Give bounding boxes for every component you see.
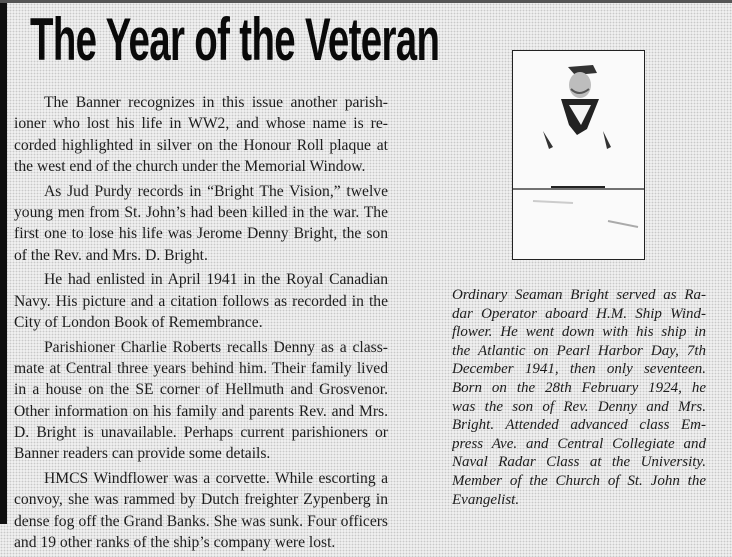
scan-edge [0, 0, 7, 524]
article-line: dense fog off the Grand Banks. She was sunk. Four officers [14, 512, 388, 530]
article-line: young men from St. John’s had been killed in the war. The [14, 203, 388, 221]
article-line: and 19 other ranks of the ship’s company were lost. [14, 533, 336, 551]
article-body [14, 92, 388, 557]
caption-line: was the son of Rev. Denny and Mrs. [452, 398, 706, 415]
caption-line: Naval Radar Class at the University. [452, 454, 706, 471]
caption-line: December 1941, then only seventeen. [452, 361, 706, 378]
article-line: convoy, she was rammed by Dutch freighter Zypenberg in [14, 491, 388, 509]
article-line: first one to lose his life was Jerome Denny Bright, the son [14, 225, 388, 243]
article-paragraph [14, 92, 388, 177]
article-line: He had enlisted in April 1941 in the Royal Canadian [44, 271, 388, 289]
article-line: Navy. His picture and a citation follows as recorded in the [14, 292, 388, 310]
caption-line: Member of the Church of St. John the [452, 472, 706, 489]
article-line: D. Bright is unavailable. Perhaps current parishioners or [14, 423, 388, 441]
article-paragraph [14, 337, 388, 465]
caption-line: press Ave. and Central Collegiate and [452, 435, 706, 452]
article-line: HMCS Windflower was a corvette. While escorting a [44, 470, 388, 488]
caption-line: the Atlantic on Pearl Harbor Day, 7th [452, 342, 706, 359]
article-line: corded highlighted in silver on the Honour Roll plaque at [14, 136, 388, 154]
article-paragraph [14, 181, 388, 266]
scan-top-edge [0, 0, 732, 3]
caption-line: Ordinary Seaman Bright served as Ra- [452, 287, 706, 303]
article-line: in a house on the SE corner of Hellmuth and Grosvenor. [14, 381, 388, 399]
sailor-portrait-image [513, 51, 644, 259]
article-line: Banner readers can provide some details. [14, 445, 271, 463]
article-line: the west end of the church under the Memorial Window. [14, 157, 366, 175]
caption-line: Born on the 28th February 1924, he [452, 379, 706, 396]
article-line: mate at Central three years behind him. Their family lived [14, 360, 388, 378]
article-paragraph [14, 269, 388, 333]
article-line: Other information on his family and parents Rev. and Mrs. [14, 402, 388, 420]
caption-line: Evangelist. [452, 491, 520, 508]
article-line: of the Rev. and Mrs. D. Bright. [14, 246, 208, 264]
caption-line: dar Operator aboard H.M. Ship Wind- [452, 305, 706, 322]
article-line: The Banner recognizes in this issue another parish- [44, 94, 388, 111]
article-line: ioner who lost his life in WW2, and whose name is re- [14, 115, 388, 133]
article-line: Parishioner Charlie Roberts recalls Denny as a class- [44, 338, 388, 356]
photo-caption [452, 286, 706, 509]
caption-line: Bright. Attended advanced class Em- [452, 417, 706, 434]
caption-line: flower. He went down with his ship in [452, 324, 706, 341]
sailor-photo [512, 50, 645, 260]
article-line: As Jud Purdy records in “Bright The Vision,” twelve [44, 182, 388, 200]
article-paragraph [14, 468, 388, 553]
article-line: City of London Book of Remembrance. [14, 313, 263, 331]
article-title: The Year of the Veteran [30, 6, 440, 73]
